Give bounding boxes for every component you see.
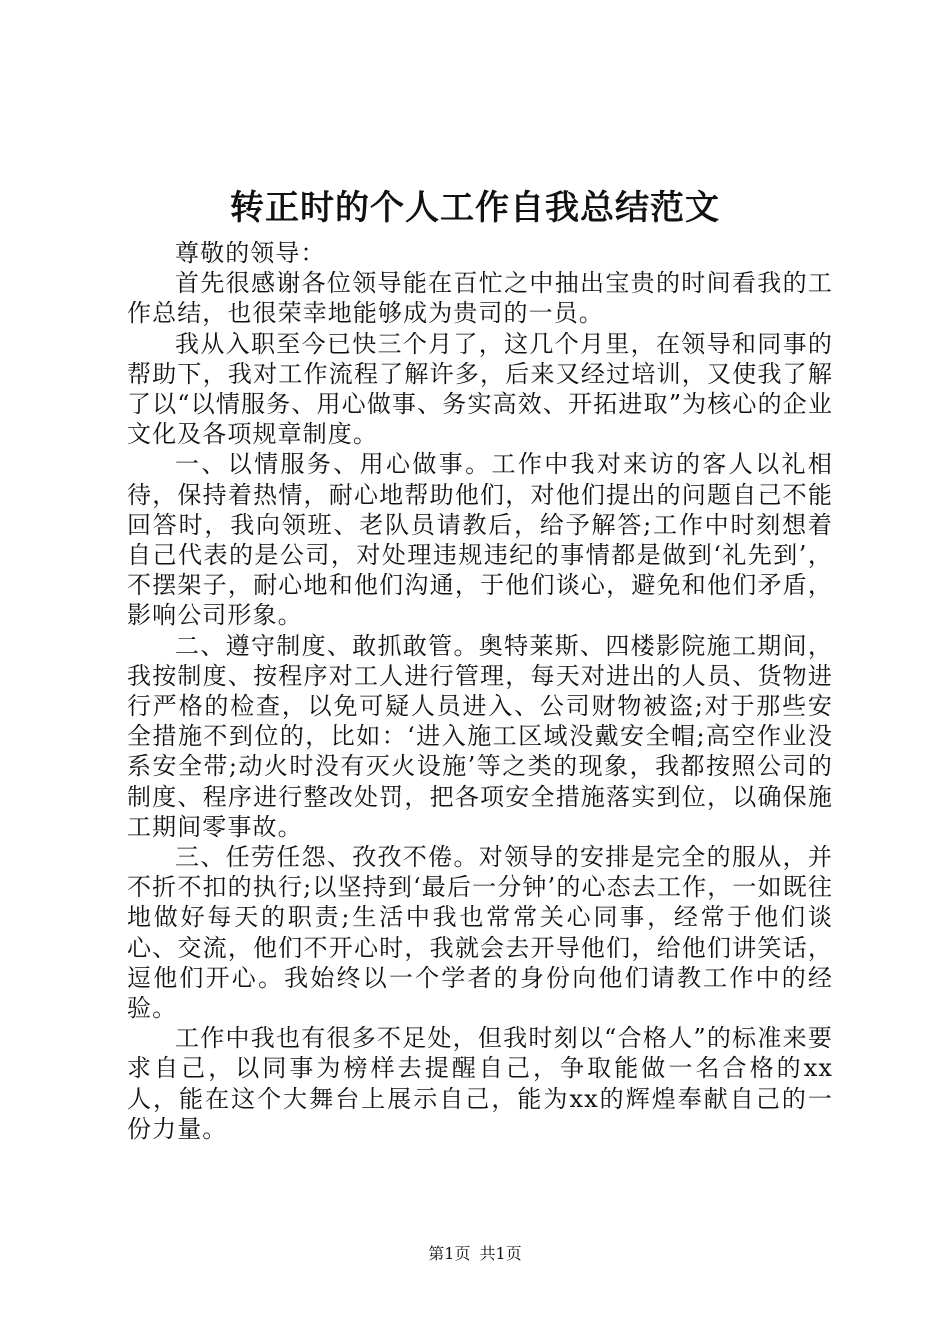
page-total: 共1页 <box>479 1244 522 1263</box>
paragraph-intro: 首先很感谢各位领导能在百忙之中抽出宝贵的时间看我的工作总结，也很荣幸地能够成为贵司的一员。 <box>127 269 833 328</box>
page-footer <box>0 1243 950 1265</box>
paragraph-point-three: 三、任劳任怨、孜孜不倦。对领导的安排是完全的服从，并不折不扣的执行;以坚持到‘最后一分钟’的心态去工作，一如既往地做好每天的职责;生活中我也常常关心同事，经常于他们谈心、交流，他们不开心时，我就会去开导他们，给他们讲笑话，逗他们开心。我始终以一个学者的身份向他们请教工作中的经验。 <box>127 843 833 1023</box>
paragraph-background: 我从入职至今已快三个月了，这几个月里，在领导和同事的帮助下，我对工作流程了解许多，后来又经过培训，又使我了解了以“以情服务、用心做事、务实高效、开拓进取”为核心的企业文化及各项规章制度。 <box>127 329 833 449</box>
document-title: 转正时的个人工作自我总结范文 <box>230 188 720 228</box>
document-body <box>127 238 833 1144</box>
salutation: 尊敬的领导： <box>175 239 326 267</box>
paragraph-conclusion: 工作中我也有很多不足处，但我时刻以“合格人”的标准来要求自己，以同事为榜样去提醒自己，争取能做一名合格的xx人，能在这个大舞台上展示自己，能为xx的辉煌奉献自己的一份力量。 <box>127 1024 833 1143</box>
paragraph-point-one: 一、以情服务、用心做事。工作中我对来访的客人以礼相待，保持着热情，耐心地帮助他们，对他们提出的问题自己不能回答时，我向领班、老队员请教后，给予解答;工作中时刻想着自己代表的是公司，对处理违规违纪的事情都是做到‘礼先到’，不摆架子，耐心地和他们沟通，于他们谈心，避免和他们矛盾，影响公司形象。 <box>127 450 833 630</box>
page-number: 第1页 <box>428 1244 471 1263</box>
paragraph-point-two: 二、遵守制度、敢抓敢管。奥特莱斯、四楼影院施工期间，我按制度、按程序对工人进行管理，每天对进出的人员、货物进行严格的检查，以免可疑人员进入、公司财物被盗;对于那些安全措施不到位的，比如：‘进入施工区域没戴安全帽;高空作业没系安全带;动火时没有灭火设施’等之类的现象，我都按照公司的制度、程序进行整改处罚，把各项安全措施落实到位，以确保施工期间零事故。 <box>127 631 833 841</box>
